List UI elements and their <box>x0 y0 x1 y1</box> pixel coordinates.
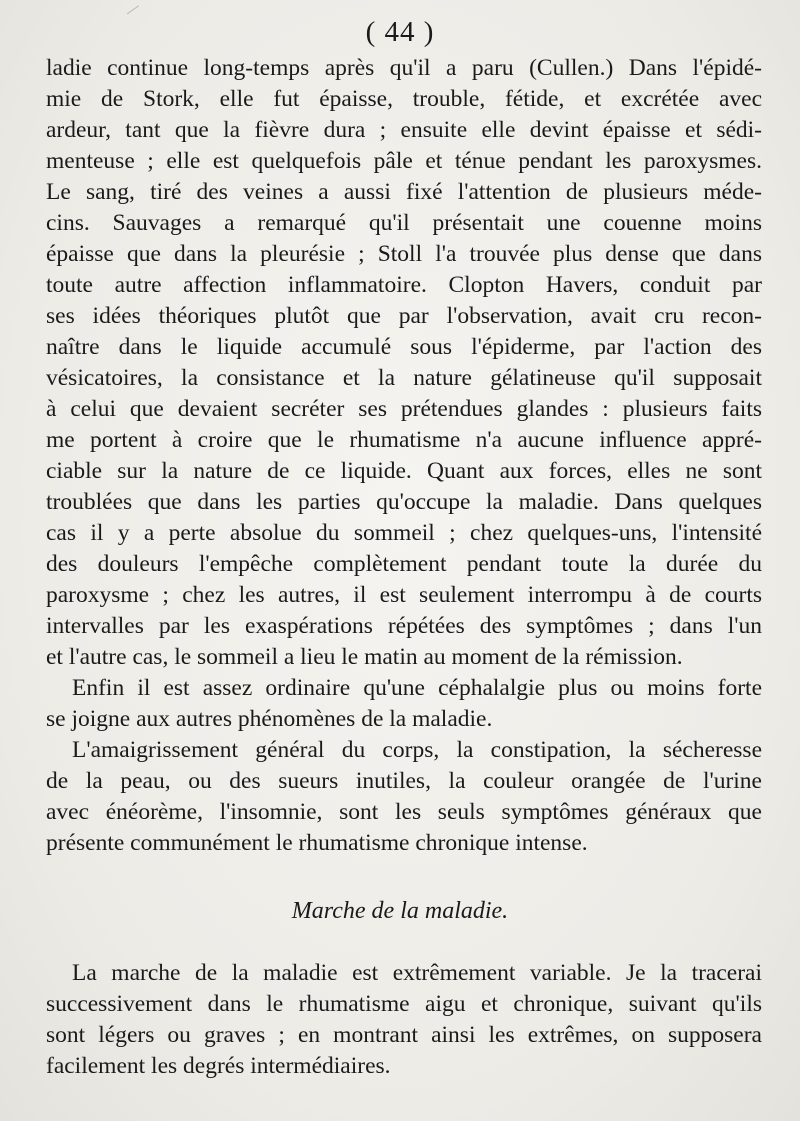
text-line: cas il y a perte absolue du sommeil ; chez quelques-uns, l'intensité <box>46 520 762 546</box>
text-line: ciable sur la nature de ce liquide. Quant aux forces, elles ne sont <box>46 458 762 484</box>
section-heading: Marche de la maladie. <box>291 898 509 924</box>
text-line: intervalles par les exaspérations répétées des symptômes ; dans l'un <box>46 613 762 639</box>
text-line: menteuse ; elle est quelquefois pâle et ténue pendant les paroxysmes. <box>46 148 762 174</box>
text-line: ladie continue long-temps après qu'il a paru (Cullen.) Dans l'épidé- <box>46 55 762 81</box>
text-line: paroxysme ; chez les autres, il est seulement interrompu à de courts <box>46 582 762 608</box>
text-line: épaisse que dans la pleurésie ; Stoll l'a trouvée plus dense que dans <box>46 241 762 267</box>
text-line: ardeur, tant que la fièvre dura ; ensuite elle devint épaisse et sédi- <box>46 117 762 143</box>
text-line: des douleurs l'empêche complètement pendant toute la durée du <box>46 551 762 577</box>
section-marche-text <box>46 958 762 1082</box>
main-text <box>46 53 762 859</box>
paragraph-continuation <box>46 53 762 673</box>
text-line: Le sang, tiré des veines a aussi fixé l'attention de plusieurs méde- <box>46 179 762 205</box>
paragraph-amaigrissement <box>46 735 762 859</box>
text-line: ses idées théoriques plutôt que par l'observation, avait cru recon- <box>46 303 762 329</box>
text-line: L'amaigrissement général du corps, la constipation, la sécheresse <box>72 737 762 763</box>
text-line: troublées que dans les parties qu'occupe la maladie. Dans quelques <box>46 489 762 515</box>
text-line: Enfin il est assez ordinaire qu'une céphalalgie plus ou moins forte <box>72 675 762 701</box>
text-line: à celui que devaient secréter ses prétendues glandes : plusieurs faits <box>46 396 762 422</box>
text-line: présente communément le rhumatisme chronique intense. <box>46 830 588 856</box>
text-line: cins. Sauvages a remarqué qu'il présentait une couenne moins <box>46 210 762 236</box>
text-line: et l'autre cas, le sommeil a lieu le matin au moment de la rémission. <box>46 644 683 670</box>
text-line: me portent à croire que le rhumatisme n'a aucune influence appré- <box>46 427 762 453</box>
text-line: mie de Stork, elle fut épaisse, trouble, fétide, et excrétée avec <box>46 86 762 112</box>
text-line: avec énéorème, l'insomnie, sont les seuls symptômes généraux que <box>46 799 762 825</box>
text-line: sont légers ou graves ; en montrant ainsi les extrêmes, on supposera <box>46 1022 762 1048</box>
text-line: se joigne aux autres phénomènes de la maladie. <box>46 706 493 732</box>
text-line: La marche de la maladie est extrêmement variable. Je la tracerai <box>72 960 762 986</box>
paragraph-cephalalgie <box>46 673 762 735</box>
text-line: successivement dans le rhumatisme aigu et chronique, suivant qu'ils <box>46 991 762 1017</box>
text-line: de la peau, ou des sueurs inutiles, la couleur orangée de l'urine <box>46 768 762 794</box>
paragraph-marche <box>46 958 762 1082</box>
text-line: facilement les degrés intermédiaires. <box>46 1053 391 1079</box>
text-line: vésicatoires, la consistance et la nature gélatineuse qu'il supposait <box>46 365 762 391</box>
text-line: toute autre affection inflammatoire. Clopton Havers, conduit par <box>46 272 762 298</box>
page-number: ( 44 ) <box>365 16 435 48</box>
text-line: naître dans le liquide accumulé sous l'épiderme, par l'action des <box>46 334 762 360</box>
